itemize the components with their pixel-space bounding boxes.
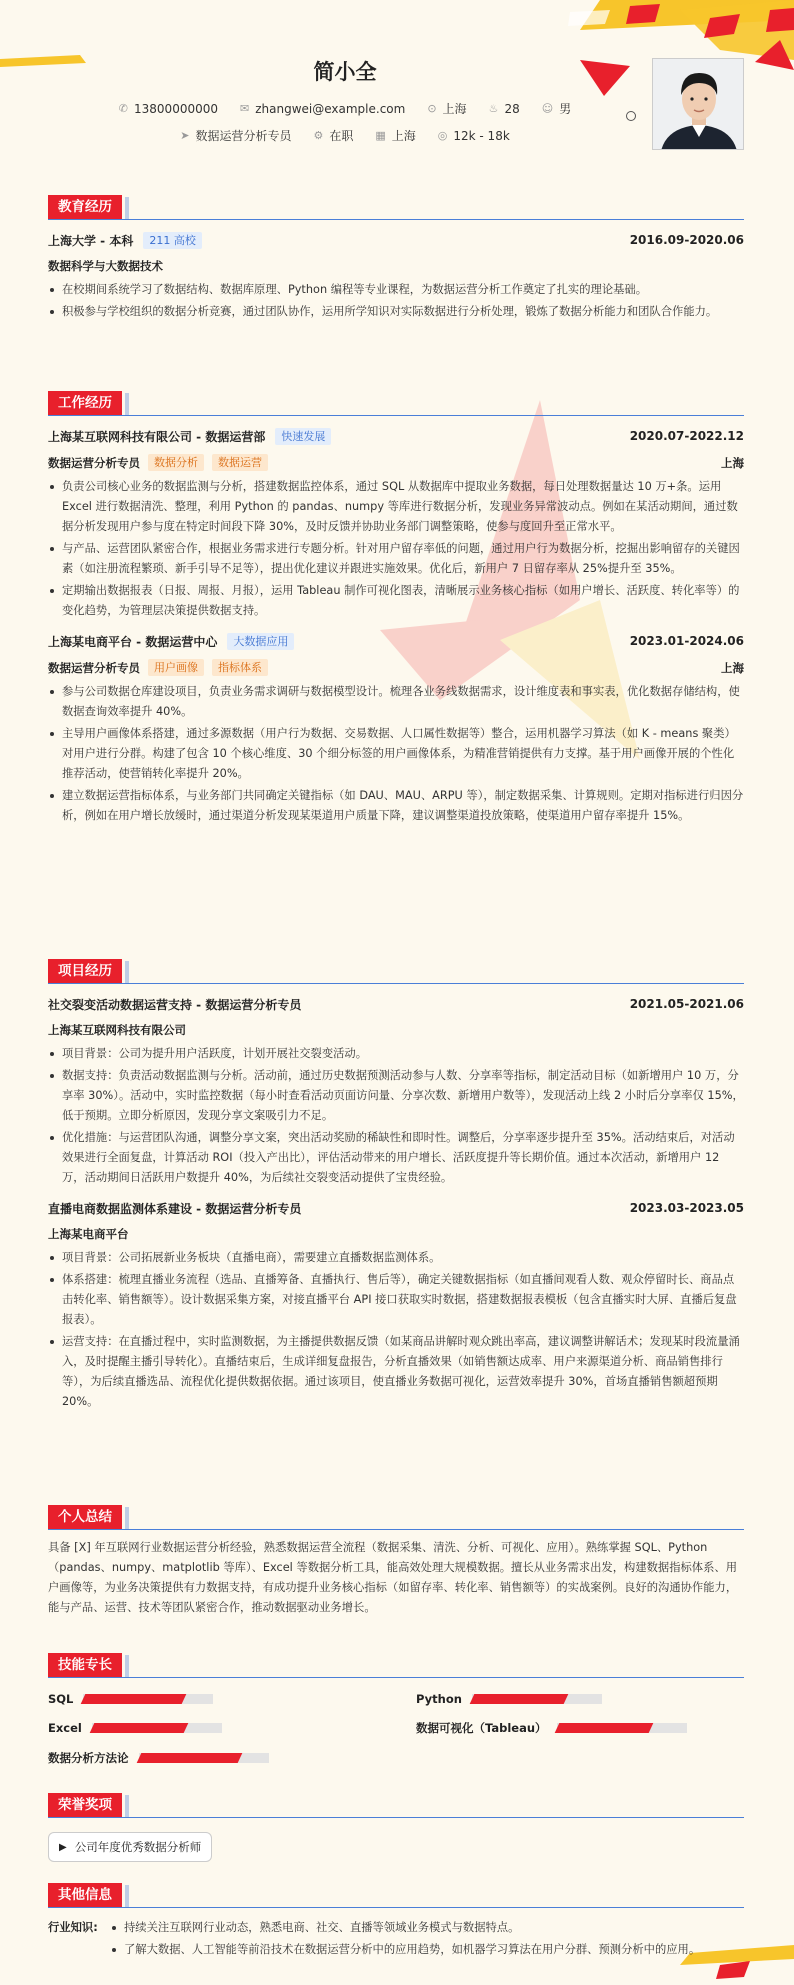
skill-bar: [472, 1694, 602, 1704]
project-org: [48, 1226, 744, 1242]
job-header: [48, 426, 744, 446]
job-city: 上海: [721, 455, 744, 470]
major-text: 数据科学与大数据技术: [48, 259, 163, 273]
phone-text: 13800000000: [134, 101, 218, 116]
job-city: 上海: [721, 660, 744, 675]
city-text: 上海: [442, 102, 467, 116]
project-entry: [48, 994, 744, 1188]
email-item[interactable]: [240, 102, 405, 116]
education-bullets: [48, 280, 744, 322]
intent-city-item: [375, 127, 415, 144]
section-title: [48, 1654, 744, 1678]
list-item: 在校期间系统学习了数据结构、数据库原理、Python 编程等专业课程，为数据运营分析工作奠定了扎实的理论基础。: [48, 280, 744, 300]
salary-text: 12k - 18k: [453, 128, 510, 143]
list-item: 持续关注互联网行业动态，熟悉电商、社交、直播等领域业务模式与数据特点。: [110, 1918, 744, 1938]
section-title: [48, 1506, 744, 1530]
location-icon: ⊙: [427, 102, 437, 115]
list-item: 项目背景：公司拓展新业务板块（直播电商），需要建立直播数据监测体系。: [48, 1248, 744, 1268]
skill-bar: [139, 1753, 269, 1763]
skill-item: [48, 1750, 376, 1766]
job-period: 2023.01-2024.06: [629, 634, 744, 648]
section-title-text: 其他信息: [48, 1883, 122, 1907]
section-title: [48, 1794, 744, 1818]
money-icon: ◎: [437, 129, 448, 142]
company-tag: 快速发展: [275, 428, 331, 445]
section-title: [48, 960, 744, 984]
job-role: 数据运营分析专员: [48, 455, 140, 470]
status-text: 在职: [329, 129, 354, 143]
other-label: 行业知识:: [48, 1921, 98, 1934]
list-item: 优化措施：与运营团队沟通，调整分享文案，突出活动奖励的稀缺性和即时性。调整后，分享率逐步提升至 35%。活动结束后，对活动效果进行全面复盘，计算活动 ROI（投入产出比），评估活动带来的用户增长、活跃度提升等长期价值。通过本次活动，新增用户 12 万，活动期间日活跃用户数提升 40%，为后续社交裂变活动提供了宝贵经验。: [48, 1128, 744, 1188]
awards-section: [48, 1794, 744, 1862]
section-title: [48, 392, 744, 416]
gender-item: [542, 100, 571, 117]
avatar-photo: [653, 59, 744, 150]
section-title-text: 个人总结: [48, 1505, 122, 1529]
project-org: [48, 1022, 744, 1038]
status-item: [313, 127, 353, 144]
education-entry-header: [48, 230, 744, 250]
list-item: 项目背景：公司为提升用户活跃度，计划开展社交裂变活动。: [48, 1044, 744, 1064]
skill-name: Python: [416, 1692, 462, 1706]
skill-tag: 用户画像: [148, 659, 204, 676]
school-tag: 211 高校: [143, 232, 202, 249]
job-role: 数据运营分析专员: [48, 660, 140, 675]
list-item: 主导用户画像体系搭建，通过多源数据（用户行为数据、交易数据、人口属性数据等）整合，运用机器学习算法（如 K - means 聚类）对用户进行分群。构建了包含 10 个核心维度、30 个细分标签的用户画像体系，为精准营销提供有力支撑。基于用户画像开展的个性化推荐活动，使营销转化率提升 20%。: [48, 724, 744, 784]
skill-tag: 数据分析: [148, 454, 204, 471]
list-item: 建立数据运营指标体系，与业务部门共同确定关键指标（如 DAU、MAU、ARPU 等），制定数据采集、计算规则。定期对指标进行归因分析，例如在用户增长放缓时，通过渠道分析发现某渠道用户质量下降，建议调整渠道投放策略，使渠道用户留存率提升 15%。: [48, 786, 744, 826]
work-section: [48, 392, 744, 828]
city-item: [427, 100, 466, 117]
section-title-text: 项目经历: [48, 959, 122, 983]
list-item: 数据支持：负责活动数据监测与分析。活动前，通过历史数据预测活动参与人数、分享率等指标，制定活动目标（如新增用户 10 万，分享率 30%）。活动中，实时监控数据（每小时查看活动页面访问量、分享次数、新增用户数等），发现活动上线 2 小时后分享率仅 15%，低于预期。立即分析原因，发现分享文案吸引力不足。: [48, 1066, 744, 1126]
cake-icon: ♨: [488, 102, 499, 115]
send-icon: ➤: [180, 129, 190, 142]
project-name: 社交裂变活动数据运营支持 - 数据运营分析专员: [48, 997, 302, 1012]
status-icon: ⚙: [313, 129, 324, 142]
school-name: 上海大学 - 本科: [48, 233, 134, 248]
other-info-row: [48, 1918, 744, 1962]
email-text: zhangwei@example.com: [255, 101, 406, 116]
job-header: [48, 631, 744, 651]
list-item: 参与公司数据仓库建设项目，负责业务需求调研与数据模型设计。梳理各业务线数据需求，设计维度表和事实表，优化数据存储结构，使数据查询效率提升 40%。: [48, 682, 744, 722]
resume-header: [0, 0, 794, 168]
skill-tag: 指标体系: [212, 659, 268, 676]
skill-name: SQL: [48, 1692, 74, 1706]
intent-city-text: 上海: [391, 129, 416, 143]
position-item: [180, 127, 291, 144]
company-tag: 大数据应用: [227, 633, 294, 650]
other-section: [48, 1884, 744, 1962]
salary-item: [438, 129, 510, 143]
job-bullets: [48, 477, 744, 621]
skill-bar-fill: [90, 1723, 188, 1733]
skills-grid: [48, 1692, 744, 1766]
skill-item: [416, 1720, 744, 1736]
skill-bar-fill: [136, 1753, 242, 1763]
phone-icon: ✆: [118, 102, 129, 115]
section-title-text: 荣誉奖项: [48, 1793, 122, 1817]
position-text: 数据运营分析专员: [195, 129, 292, 143]
mail-icon: ✉: [240, 102, 250, 115]
project-header: [48, 994, 744, 1014]
education-section: [48, 196, 744, 324]
skill-bar-fill: [554, 1723, 652, 1733]
award-text: 公司年度优秀数据分析师: [74, 1840, 202, 1854]
project-bullets: [48, 1248, 744, 1412]
skill-item: [48, 1720, 376, 1736]
avatar: [652, 58, 744, 150]
major: [48, 258, 744, 274]
project-name: 直播电商数据监测体系建设 - 数据运营分析专员: [48, 1201, 302, 1216]
phone-item: [119, 102, 218, 116]
list-item: 运营支持：在直播过程中，实时监测数据，为主播提供数据反馈（如某商品讲解时观众跳出率高，建议调整讲解话术；发现某时段流量涌入，及时提醒主播引导转化）。直播结束后，生成详细复盘报告，分析直播效果（如销售额达成率、用户来源渠道分析、商品销售排行等），为后续直播选品、流程优化提供数据依据。通过该项目，使直播业务数据可视化，运营效率提升 30%，首场直播销售额超预期 20%。: [48, 1332, 744, 1412]
skill-bar-fill: [81, 1694, 187, 1704]
skill-bar-fill: [470, 1694, 568, 1704]
candidate-name: 简小全: [313, 60, 377, 84]
job-role-row: [48, 454, 744, 471]
job-role-row: [48, 659, 744, 676]
section-title-text: 技能专长: [48, 1653, 122, 1677]
skill-tag: 数据运营: [212, 454, 268, 471]
skills-section: [48, 1654, 744, 1766]
education-period: 2016.09-2020.06: [629, 233, 744, 247]
skill-bar: [83, 1694, 213, 1704]
job-period: 2020.07-2022.12: [629, 429, 744, 443]
summary-text: 具备 [X] 年互联网行业数据运营分析经验，熟悉数据运营全流程（数据采集、清洗、分析、可视化、应用）。熟练掌握 SQL、Python（pandas、numpy、matplotlib 等库）、Excel 等数据分析工具，能高效处理大规模数据。擅长从业务需求出发，构建数据指标体系、用户画像等，为业务决策提供有力数据支持，有成功提升业务核心指标（如留存率、转化率、销售额等）的实战案例。良好的沟通协作能力，能与产品、运营、技术等团队紧密合作，推动数据驱动业务增长。: [48, 1541, 738, 1614]
age-text: 28: [504, 101, 520, 116]
award-item[interactable]: [48, 1832, 212, 1862]
skill-name: Excel: [48, 1721, 82, 1735]
project-header: [48, 1198, 744, 1218]
skill-bar: [92, 1723, 222, 1733]
project-org-text: 上海某互联网科技有限公司: [48, 1023, 186, 1037]
job-bullets: [48, 682, 744, 826]
project-org-text: 上海某电商平台: [48, 1227, 129, 1241]
project-entry: [48, 1198, 744, 1412]
list-item: 体系搭建：梳理直播业务流程（选品、直播筹备、直播执行、售后等），确定关键数据指标（如直播间观看人数、观众停留时长、商品点击转化率、销售额等）。设计数据采集方案，对接直播平台 API 接口获取实时数据，搭建数据报表模板（包含直播实时大屏、直播后复盘报表）。: [48, 1270, 744, 1330]
skill-bar: [557, 1723, 687, 1733]
company-name: 上海某电商平台 - 数据运营中心: [48, 634, 218, 649]
intent-row: [0, 127, 690, 144]
section-title-text: 教育经历: [48, 195, 122, 219]
contact-row: [0, 100, 690, 117]
skill-item: [48, 1692, 376, 1706]
gender-text: 男: [559, 102, 572, 116]
job-entry: [48, 631, 744, 826]
skill-name: 数据分析方法论: [48, 1751, 129, 1765]
project-period: 2023.03-2023.05: [629, 1201, 744, 1215]
play-icon: ▶: [59, 1841, 67, 1853]
list-item: 负责公司核心业务的数据监测与分析，搭建数据监控体系，通过 SQL 从数据库中提取业务数据，每日处理数据量达 10 万+条。运用 Excel 进行数据清洗、整理，利用 Python 的 pandas、numpy 等库进行数据分析，发现业务异常波动点。例如在某活动期间，通过数据分析发现用户参与度在特定时间段下降 30%，及时反馈并协助业务部门调整策略，使参与度回升至正常水平。: [48, 477, 744, 537]
job-entry: [48, 426, 744, 621]
project-bullets: [48, 1044, 744, 1188]
skill-name: 数据可视化（Tableau）: [416, 1721, 547, 1735]
list-item: 定期输出数据报表（日报、周报、月报），运用 Tableau 制作可视化图表，清晰展示业务核心指标（如用户增长、活跃度、转化率等）的变化趋势，为管理层决策提供数据支持。: [48, 581, 744, 621]
section-title: [48, 196, 744, 220]
other-bullets: [110, 1918, 744, 1962]
list-item: 与产品、运营团队紧密合作，根据业务需求进行专题分析。针对用户留存率低的问题，通过用户行为数据分析，挖掘出影响留存的关键因素（如注册流程繁琐、新手引导不足等），提出优化建议并跟进实施效果。优化后，新用户 7 日留存率从 25%提升至 35%。: [48, 539, 744, 579]
summary-section: [48, 1506, 744, 1618]
project-period: 2021.05-2021.06: [629, 997, 744, 1011]
person-icon: ☺: [541, 102, 554, 115]
building-icon: ▦: [375, 129, 386, 142]
age-item: [489, 102, 520, 116]
section-title-text: 工作经历: [48, 391, 122, 415]
skill-item: [416, 1692, 744, 1706]
section-title: [48, 1884, 744, 1908]
company-name: 上海某互联网科技有限公司 - 数据运营部: [48, 429, 266, 444]
projects-section: [48, 960, 744, 1414]
list-item: 了解大数据、人工智能等前沿技术在数据运营分析中的应用趋势，如机器学习算法在用户分群、预测分析中的应用。: [110, 1940, 744, 1960]
list-item: 积极参与学校组织的数据分析竞赛，通过团队协作，运用所学知识对实际数据进行分析处理，锻炼了数据分析能力和团队合作能力。: [48, 302, 744, 322]
